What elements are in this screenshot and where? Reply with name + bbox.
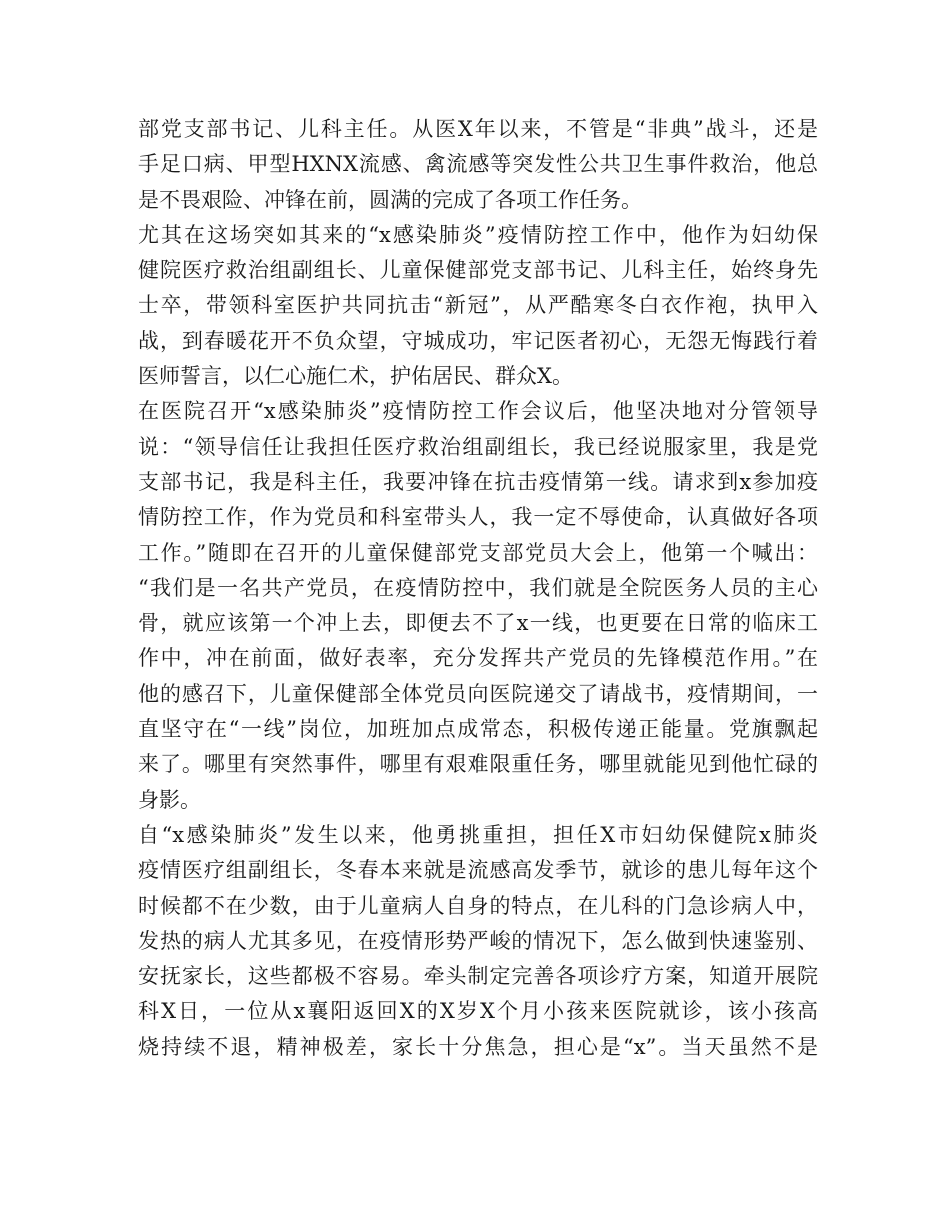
text-line: 说：“领导信任让我担任医疗救治组副组长，我已经说服家里，我是党 bbox=[138, 434, 818, 459]
text-line: 发热的病人尤其多见，在疫情形势严峻的情况下，怎么做到快速鉴别、 bbox=[138, 928, 818, 953]
text-line: 部党支部书记、儿科主任。从医X年以来，不管是“非典”战斗，还是 bbox=[138, 117, 818, 141]
text-line: 尤其在这场突如其来的“x感染肺炎”疫情防控工作中，他作为妇幼保 bbox=[138, 222, 818, 247]
text-line: “我们是一名共产党员，在疫情防控中，我们就是全院医务人员的主心 bbox=[138, 575, 818, 600]
text-line: 健院医疗救治组副组长、儿童保健部党支部书记、儿科主任，始终身先 bbox=[138, 258, 818, 283]
text-line: 他的感召下，儿童保健部全体党员向医院递交了请战书，疫情期间，一 bbox=[138, 681, 818, 706]
text-line: 在医院召开“x感染肺炎”疫情防控工作会议后，他坚决地对分管领导 bbox=[138, 399, 818, 424]
text-line: 安抚家长，这些都极不容易。牵头制定完善各项诊疗方案，知道开展院 bbox=[138, 964, 818, 989]
text-line: 作中，冲在前面，做好表率，充分发挥共产党员的先锋模范作用。”在 bbox=[138, 646, 818, 671]
text-line: 医师誓言，以仁心施仁术，护佑居民、群众X。 bbox=[138, 364, 573, 389]
text-line: 手足口病、甲型HXNX流感、禽流感等突发性公共卫生事件救治，他总 bbox=[138, 152, 818, 177]
text-line: 自“x感染肺炎”发生以来，他勇挑重担，担任X市妇幼保健院x肺炎 bbox=[138, 822, 818, 847]
text-line: 战，到春暖花开不负众望，守城成功，牢记医者初心，无怨无悔践行着 bbox=[138, 328, 818, 353]
text-line: 情防控工作，作为党员和科室带头人，我一定不辱使命，认真做好各项 bbox=[138, 505, 818, 530]
text-line: 疫情医疗组副组长，冬春本来就是流感高发季节，就诊的患儿每年这个 bbox=[138, 858, 818, 883]
text-line: 身影。 bbox=[138, 787, 201, 812]
text-line: 烧持续不退，精神极差，家长十分焦急，担心是“x”。当天虽然不是 bbox=[138, 1034, 818, 1059]
text-line: 是不畏艰险、冲锋在前，圆满的完成了各项工作任务。 bbox=[138, 187, 642, 212]
text-line: 时候都不在少数，由于儿童病人自身的特点，在儿科的门急诊病人中， bbox=[138, 893, 818, 918]
text-line: 士卒，带领科室医护共同抗击“新冠”，从严酷寒冬白衣作袍，执甲入 bbox=[138, 293, 818, 318]
text-line: 直坚守在“一线”岗位，加班加点成常态，积极传递正能量。党旗飘起 bbox=[138, 717, 818, 742]
text-line: 科X日，一位从x襄阳返回X的X岁X个月小孩来医院就诊，该小孩高 bbox=[138, 999, 818, 1024]
text-line: 来了。哪里有突然事件，哪里有艰难限重任务，哪里就能见到他忙碌的 bbox=[138, 752, 818, 777]
text-line: 工作。”随即在召开的儿童保健部党支部党员大会上，他第一个喊出： bbox=[138, 540, 818, 565]
body-text bbox=[138, 112, 818, 1065]
text-line: 支部书记，我是科主任，我要冲锋在抗击疫情第一线。请求到x参加疫 bbox=[138, 469, 818, 494]
text-line: 骨，就应该第一个冲上去，即便去不了x一线，也更要在日常的临床工 bbox=[138, 611, 818, 636]
